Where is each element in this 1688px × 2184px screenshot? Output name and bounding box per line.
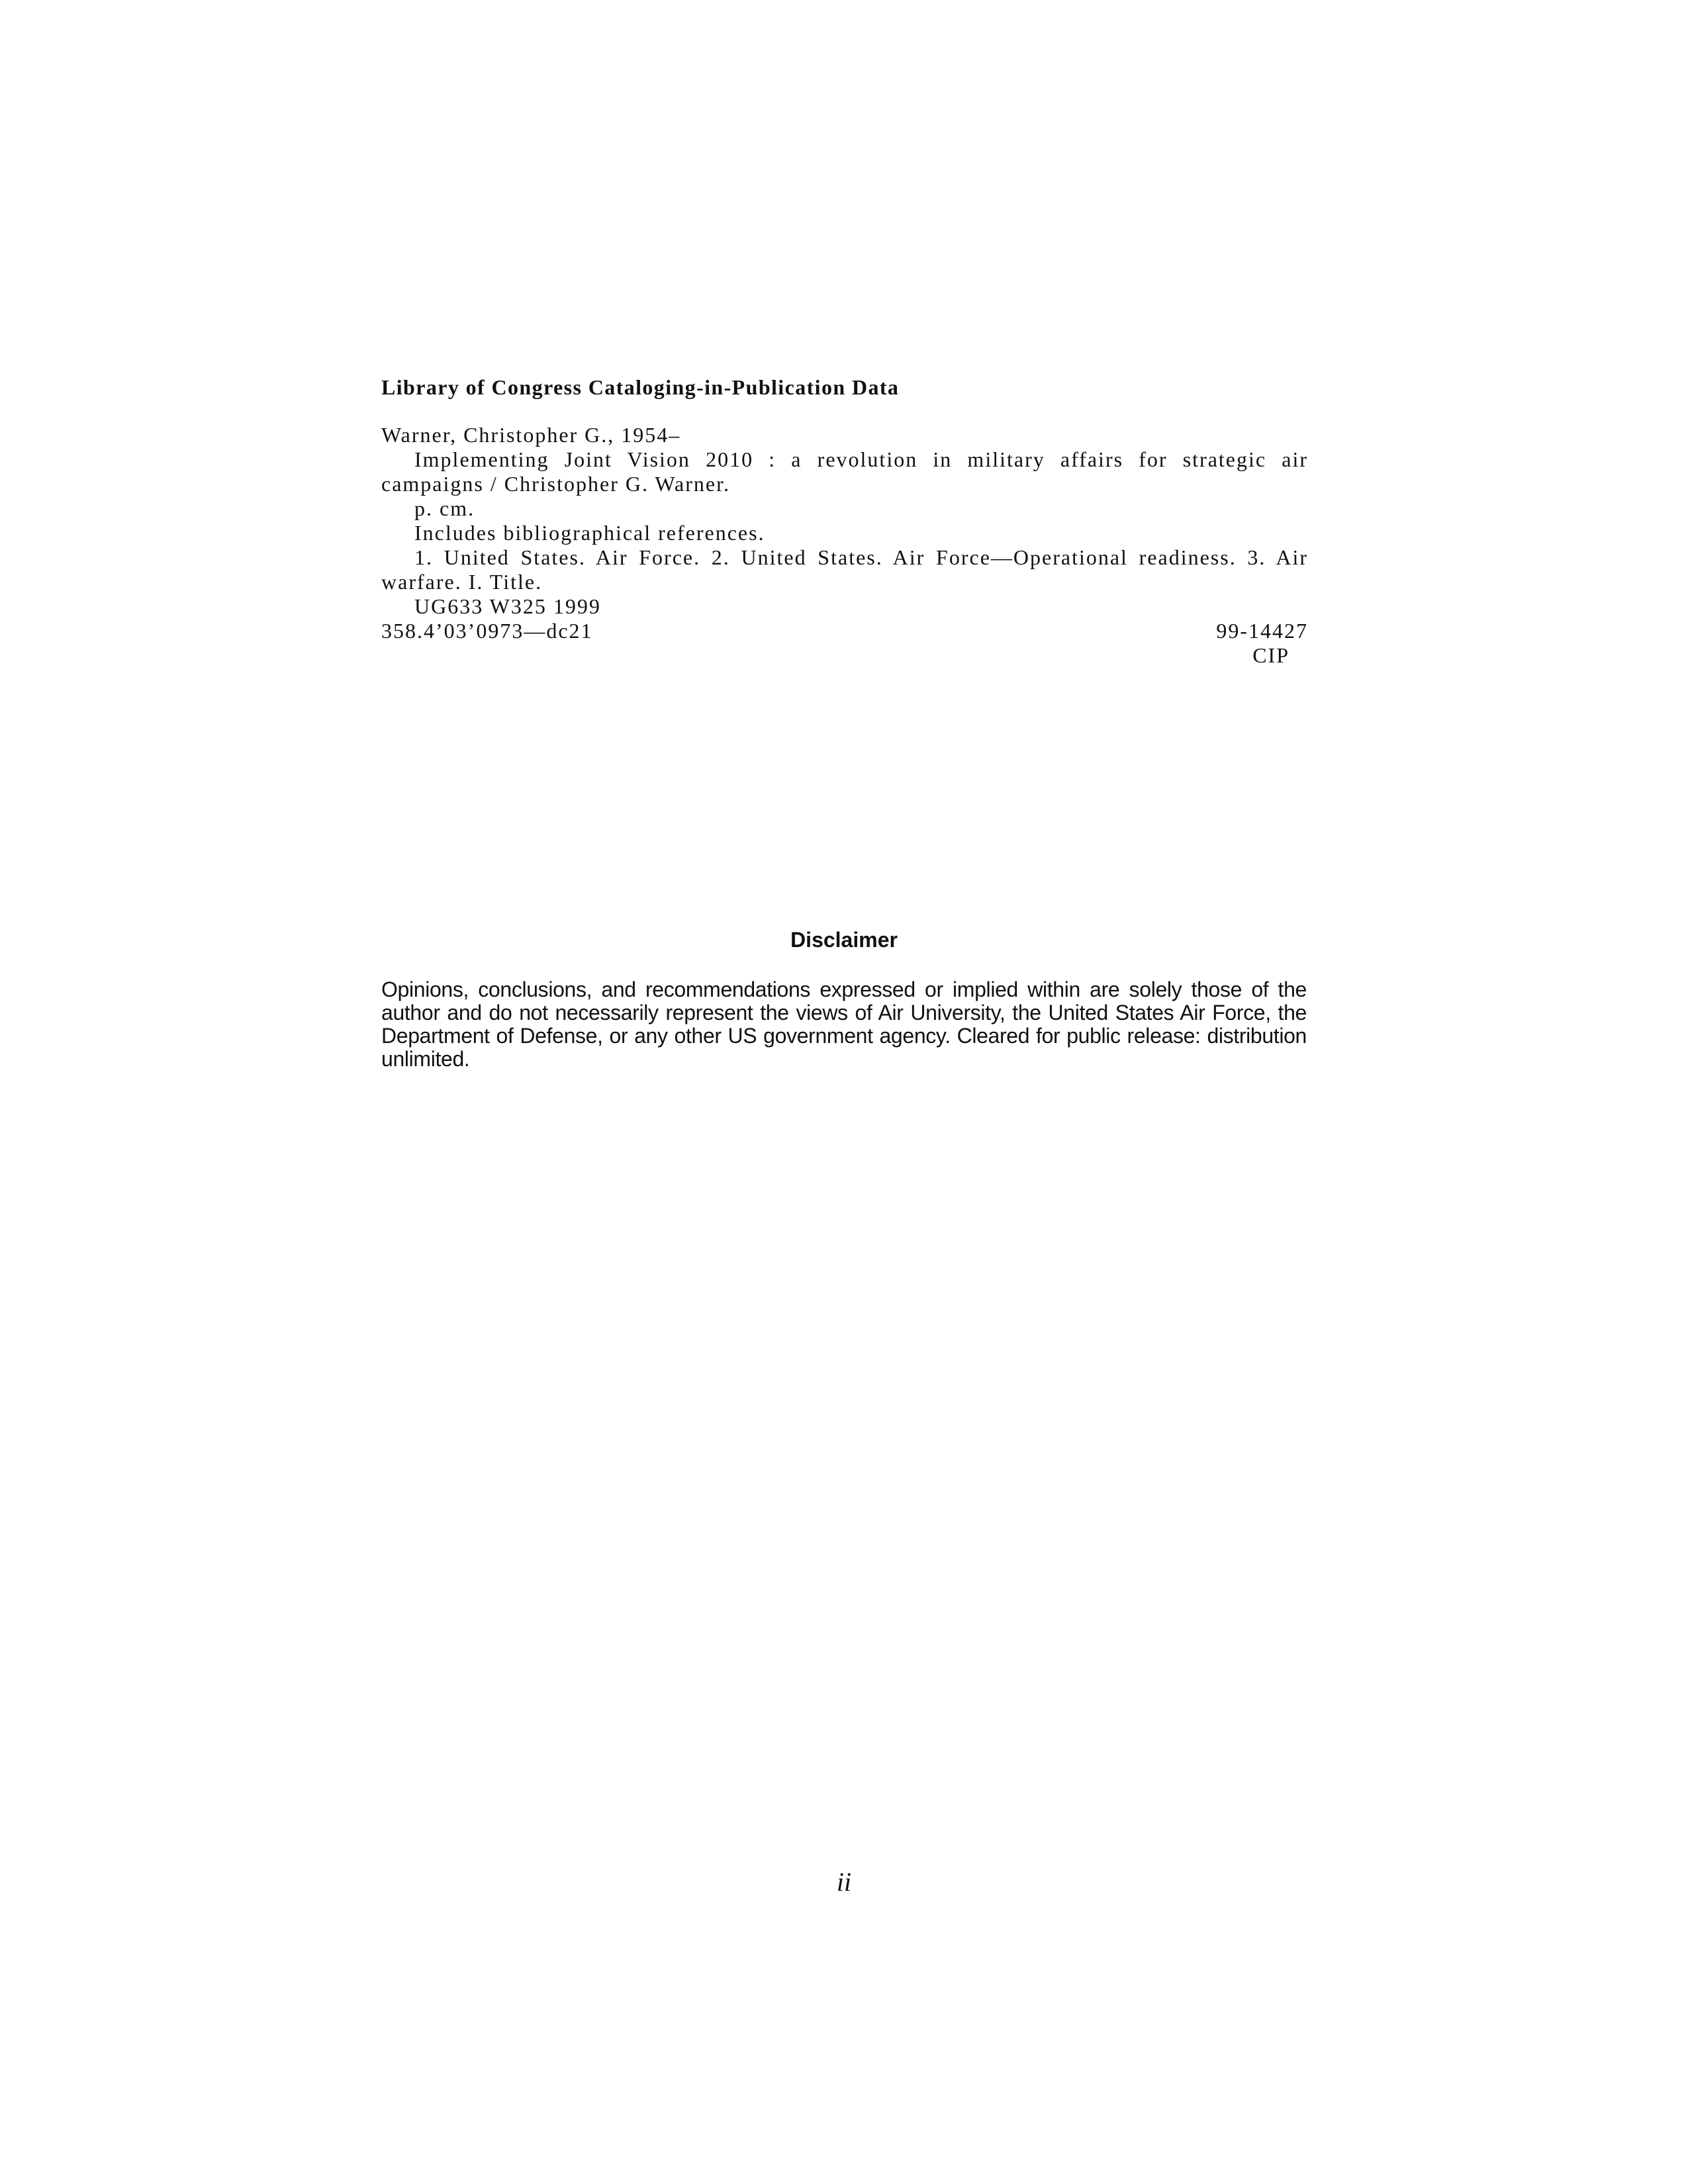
cip-classification-row: [381, 619, 1308, 643]
cip-physical-description: p. cm.: [414, 496, 475, 520]
cip-lc-call-number: UG633 W325 1999: [414, 594, 601, 618]
cip-subjects: 1. United States. Air Force. 2. United States. Air Force—Operational readiness. 3. Air warfare. I. Title.: [381, 545, 1308, 594]
cataloging-in-publication-block: [381, 374, 1308, 668]
disclaimer-body: Opinions, conclusions, and recommendations expressed or implied within are solely those of the author and do not necessarily represent the views of Air University, the United States Air Force, the Department of Defense, or any other US government agency. Cleared for public release: distribution unlimited.: [381, 978, 1307, 1071]
cip-title-entry: Implementing Joint Vision 2010 : a revolution in military affairs for strategic air campaigns / Christopher G. Warner.: [381, 447, 1308, 496]
cip-notes: Includes bibliographical references.: [414, 521, 765, 545]
page-number: ii: [836, 1867, 852, 1897]
disclaimer-title: Disclaimer: [790, 928, 898, 952]
cip-dewey-number: 358.4’03’0973—dc21: [381, 619, 593, 643]
cip-label: CIP: [1252, 643, 1289, 667]
cip-author-line: Warner, Christopher G., 1954–: [381, 423, 681, 447]
disclaimer-section: [381, 927, 1307, 1071]
cip-heading: Library of Congress Cataloging-in-Publication Data: [381, 375, 900, 399]
cip-lccn: 99-14427: [1216, 619, 1308, 643]
